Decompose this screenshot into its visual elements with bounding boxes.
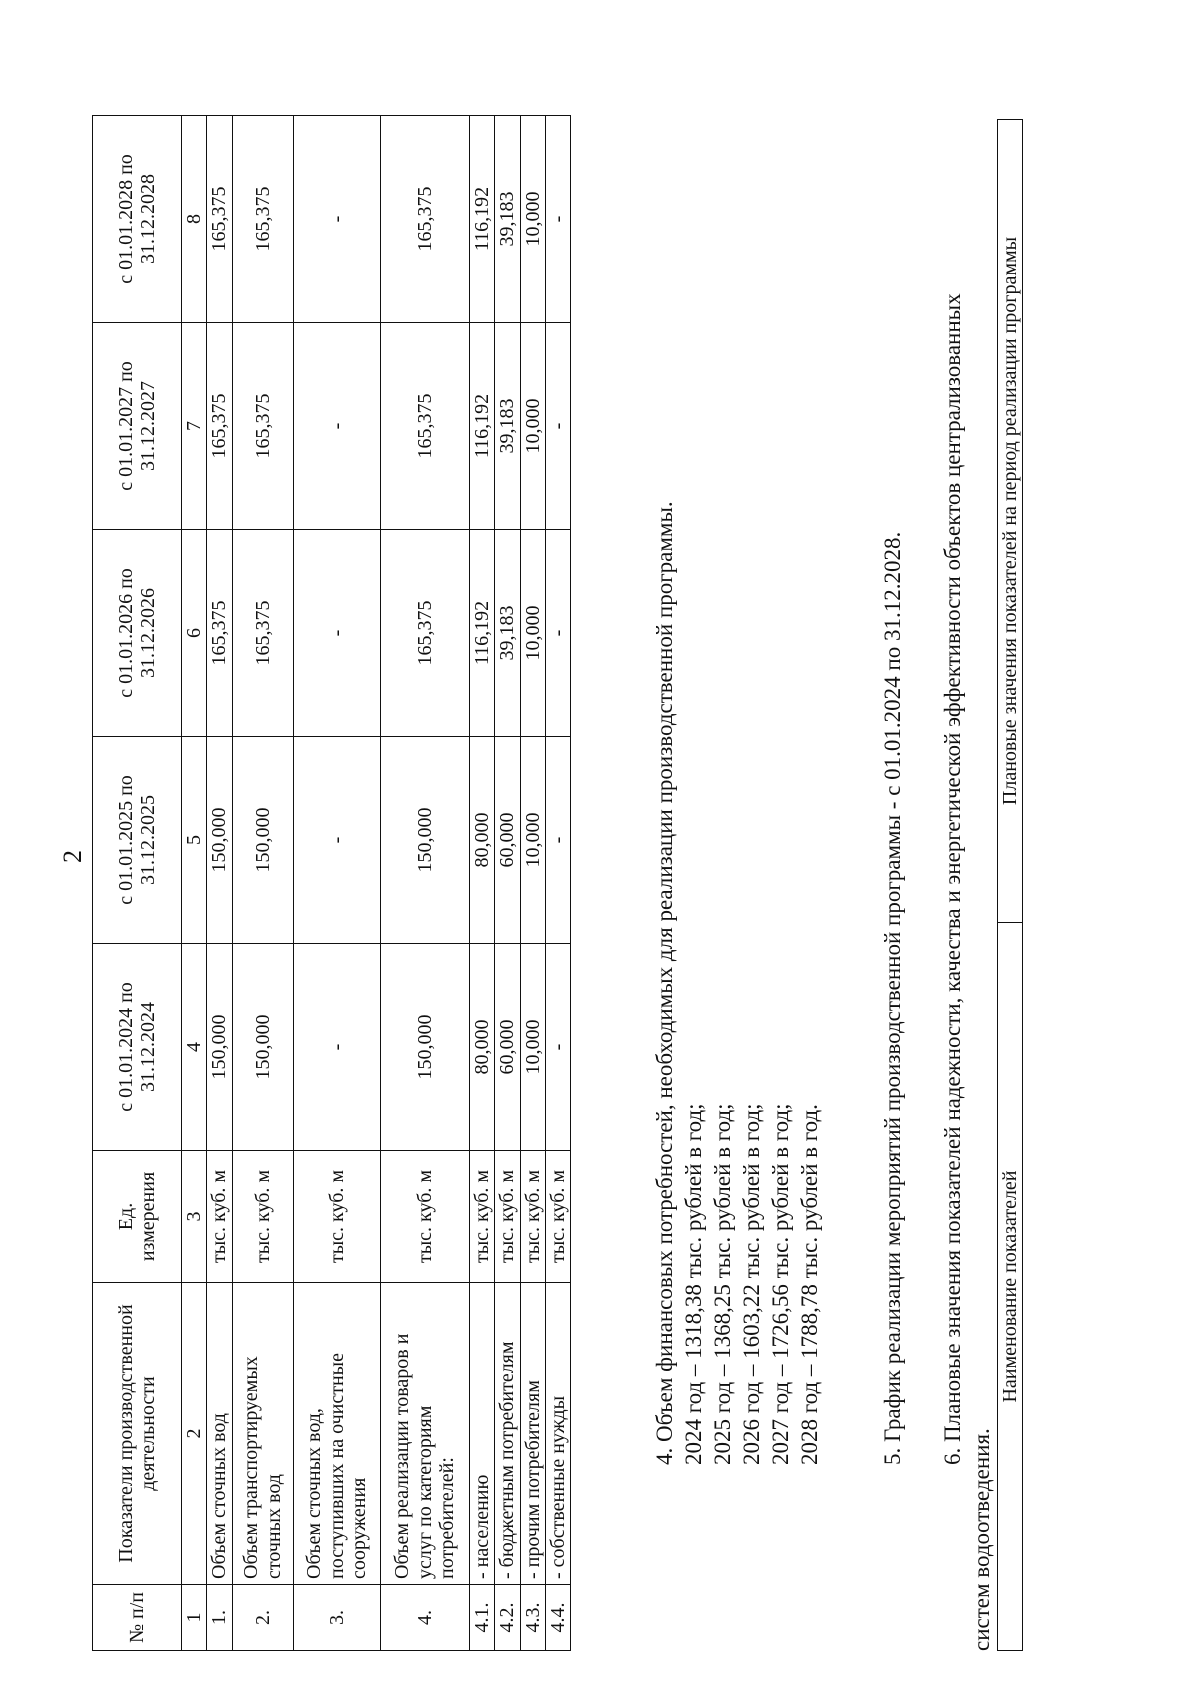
financial-year-line: 2025 год – 1368,25 тыс. рублей в год; [710,1103,735,1465]
header-num: № п/п [93,1585,182,1651]
row-unit: тыс. куб. м [207,1151,232,1283]
row-value: 80,000 [469,944,494,1151]
row-value: 10,000 [520,323,545,530]
page-number: 2 [58,850,87,863]
financial-year-line: 2026 год – 1603,22 тыс. рублей в год; [739,1103,764,1465]
row-num: 4.2. [495,1585,520,1651]
table-row [469,116,494,1651]
section-6-line-2: систем водоотведения. [969,1428,994,1651]
financial-needs-section [650,45,824,1465]
row-unit: тыс. куб. м [293,1151,380,1283]
row-unit: тыс. куб. м [495,1151,520,1283]
table-row [495,116,520,1651]
row-value: 150,000 [207,944,232,1151]
table-row [545,116,570,1651]
row-value: - [545,737,570,944]
header-period: с 01.01.2026 по 31.12.2026 [93,530,182,737]
row-num: 3. [293,1585,380,1651]
row-value: - [545,323,570,530]
row-value: - [545,944,570,1151]
row-value: 165,375 [232,323,293,530]
row-value: - [293,116,380,323]
financial-year-line: 2028 год – 1788,78 тыс. рублей в год. [797,1104,822,1465]
header-period: с 01.01.2025 по 31.12.2025 [93,737,182,944]
planned-indicators-section [938,135,996,1651]
column-number: 7 [182,323,207,530]
production-indicators-table [92,115,571,1651]
row-value: 150,000 [380,737,469,944]
row-value: - [545,530,570,737]
column-number: 8 [182,116,207,323]
row-value: 60,000 [495,737,520,944]
row-value: 150,000 [232,944,293,1151]
column-number: 6 [182,530,207,737]
column-number: 5 [182,737,207,944]
row-value: - [293,944,380,1151]
header-unit: Ед. измерения [93,1151,182,1283]
row-value: 150,000 [207,737,232,944]
row-value: 165,375 [207,323,232,530]
row-name: - прочим потребителям [520,1283,545,1585]
row-unit: тыс. куб. м [469,1151,494,1283]
row-unit: тыс. куб. м [232,1151,293,1283]
table-row [207,116,232,1651]
column-number: 3 [182,1151,207,1283]
schedule-section: 5. График реализации мероприятий производственной программы - с 01.01.2024 по 31.12.2028. [880,531,905,1465]
table-row [520,116,545,1651]
header-period: с 01.01.2027 по 31.12.2027 [93,323,182,530]
row-value: 10,000 [520,116,545,323]
row-value: 10,000 [520,737,545,944]
row-num: 4.3. [520,1585,545,1651]
section-4-title: 4. Объем финансовых потребностей, необходимых для реализации производственной программы. [652,501,677,1465]
table-row [380,116,469,1651]
row-value: - [545,116,570,323]
row-num: 4. [380,1585,469,1651]
column-number: 2 [182,1283,207,1585]
header-planned-values: Плановые значения показателей на период реализации программы [998,120,1023,923]
row-name: Объем реализации товаров и услуг по категориям потребителей: [380,1283,469,1585]
row-value: 116,192 [469,323,494,530]
header-period: с 01.01.2028 по 31.12.2028 [93,116,182,323]
planned-values-table [997,119,1023,1651]
column-number: 4 [182,944,207,1151]
row-unit: тыс. куб. м [380,1151,469,1283]
row-num: 4.1. [469,1585,494,1651]
row-value: 60,000 [495,944,520,1151]
row-name: - населению [469,1283,494,1585]
row-unit: тыс. куб. м [545,1151,570,1283]
header-period: с 01.01.2024 по 31.12.2024 [93,944,182,1151]
column-numbers-row [182,116,207,1651]
row-value: 150,000 [380,944,469,1151]
row-name: Объем сточных вод [207,1283,232,1585]
section-6-line-1: 6. Плановые значения показателей надежности, качества и энергетической эффективности объектов централизованных [940,293,965,1465]
row-name: Объем транспортируемых сточных вод [232,1283,293,1585]
header-indicator-name: Наименование показателей [998,923,1023,1651]
row-value: 116,192 [469,116,494,323]
row-value: 39,183 [495,530,520,737]
row-value: 165,375 [207,116,232,323]
financial-year-line: 2027 год – 1726,56 тыс. рублей в год; [768,1103,793,1465]
row-value: 165,375 [380,116,469,323]
row-value: 165,375 [380,530,469,737]
row-unit: тыс. куб. м [520,1151,545,1283]
row-num: 4.4. [545,1585,570,1651]
row-value: 116,192 [469,530,494,737]
row-value: 165,375 [380,323,469,530]
financial-year-line: 2024 год – 1318,38 тыс. рублей в год; [681,1103,706,1465]
table-header-row [998,120,1023,1651]
row-value: 165,375 [232,530,293,737]
row-name: - собственные нужды [545,1283,570,1585]
row-value: 39,183 [495,116,520,323]
row-value: 80,000 [469,737,494,944]
row-value: 10,000 [520,944,545,1151]
column-number: 1 [182,1585,207,1651]
row-name: - бюджетным потребителям [495,1283,520,1585]
row-value: - [293,530,380,737]
row-value: 165,375 [232,116,293,323]
row-value: 165,375 [207,530,232,737]
row-value: - [293,323,380,530]
header-indicator: Показатели производственной деятельности [93,1283,182,1585]
row-num: 2. [232,1585,293,1651]
row-value: - [293,737,380,944]
row-value: 39,183 [495,323,520,530]
row-value: 10,000 [520,530,545,737]
table-header-row [93,116,182,1651]
table-row [232,116,293,1651]
row-name: Объем сточных вод, поступивших на очистные сооружения [293,1283,380,1585]
row-value: 150,000 [232,737,293,944]
table-row [293,116,380,1651]
row-num: 1. [207,1585,232,1651]
